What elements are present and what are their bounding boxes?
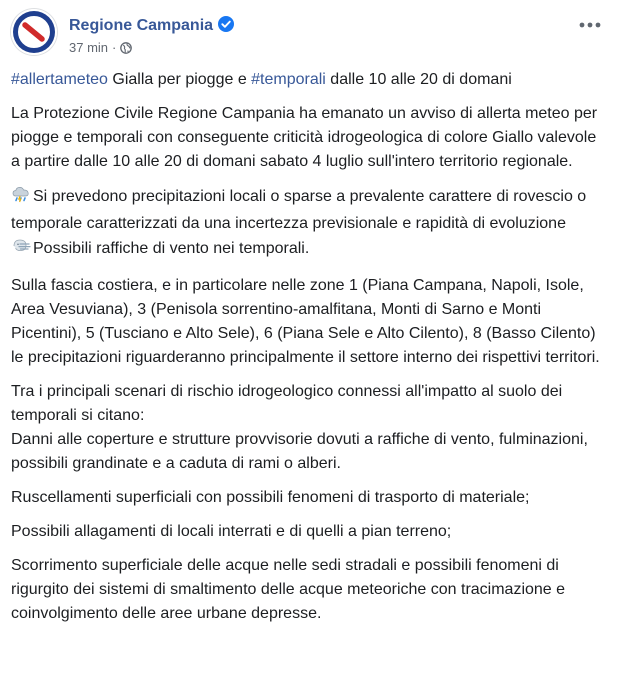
risk-intro-text: Tra i principali scenari di rischio idrogeologico connessi all'impatto al suolo dei temporali si citano:	[11, 383, 563, 424]
cloud-with-rain-icon	[11, 184, 31, 212]
title-text-part2: dalle 10 alle 20 di domani	[325, 71, 512, 88]
paragraph-surface-water: Scorrimento superficiale delle acque nelle sedi stradali e possibili fenomeni di rigurgito dei sistemi di smaltimento delle acque meteoriche con tracimazione e coinvolgimento delle aree urbane depresse.	[11, 557, 566, 622]
post-content	[11, 68, 603, 636]
paragraph-risk-scenarios	[11, 380, 603, 476]
paragraph-flooding: Possibili allagamenti di locali interrati e di quelli a pian terreno;	[11, 523, 452, 540]
title-text-part1: Gialla per piogge e	[107, 71, 252, 88]
meta-separator: ·	[112, 40, 117, 55]
post-meta	[69, 40, 132, 57]
post-timestamp-link[interactable]: 37 min	[69, 40, 109, 55]
hashtag-temporali-link[interactable]: #temporali	[251, 71, 326, 88]
hashtag-allertameteo-link[interactable]: #allertameteo	[11, 71, 108, 88]
page-name-link[interactable]	[69, 16, 234, 37]
risk-damage-text: Danni alle coperture e strutture provvisorie dovuti a raffiche di vento, fulminazioni, possibili grandinate e a caduta di rami o alberi.	[11, 431, 588, 472]
paragraph-alert-notice: La Protezione Civile Regione Campania ha emanato un avviso di allerta meteo per piogge e temporali con conseguente criticità idrogeologica di colore Giallo valevole a partire dalle 10 alle 20 di domani sabato 4 luglio sull'intero territorio regionale.	[11, 105, 598, 170]
verified-badge-icon	[218, 16, 234, 37]
wind-face-icon	[11, 236, 31, 264]
wind-text: Possibili raffiche di vento nei temporali.	[33, 240, 310, 257]
post-header	[11, 9, 617, 59]
post-title-line	[11, 68, 603, 92]
paragraph-coastal-zones: Sulla fascia costiera, e in particolare nelle zone 1 (Piana Campana, Napoli, Isole, Area Vesuviana), 3 (Penisola sorrentino-amalfitana, Monti di Sarno e Monti Picentini), 5 (Tusciano e Alto Sele), 6 (Piana Sele e Alto Cilento), 8 (Basso Cilento) le precipitazioni riguarderanno principalmente il settore interno dei rispettivi territori.	[11, 277, 600, 366]
page-name-text[interactable]: Regione Campania	[69, 17, 214, 34]
paragraph-runoff: Ruscellamenti superficiali con possibili fenomeni di trasporto di materiale;	[11, 489, 530, 506]
globe-icon[interactable]	[120, 42, 132, 57]
regione-campania-logo-icon[interactable]	[11, 9, 57, 55]
more-options-icon[interactable]	[577, 15, 603, 35]
forecast-text: Si prevedono precipitazioni locali o sparse a prevalente carattere di rovescio o temporale caratterizzati da una incertezza previsionale e rapidità di evoluzione	[11, 188, 587, 232]
paragraph-forecast	[11, 184, 603, 264]
